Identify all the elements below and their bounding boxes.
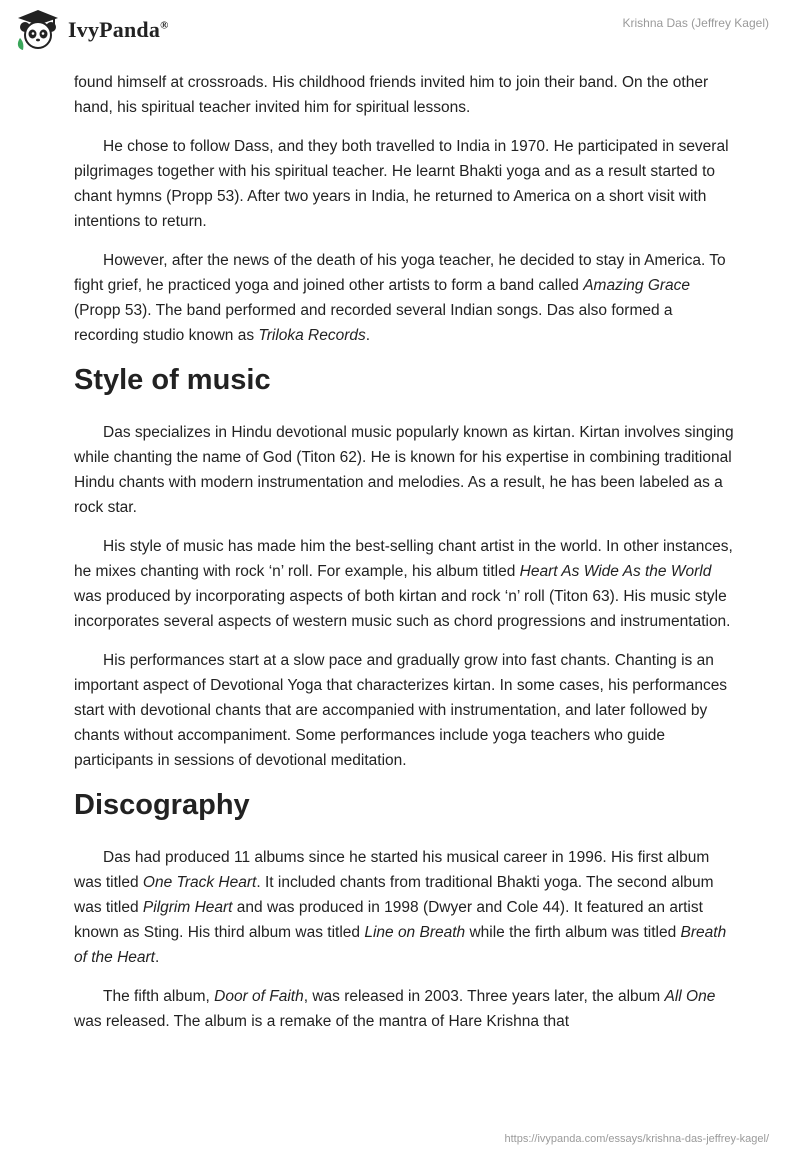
source-url[interactable]: https://ivypanda.com/essays/krishna-das-jeffrey-kagel/ bbox=[504, 1133, 769, 1145]
section-heading: Style of music bbox=[74, 364, 271, 396]
paragraph: Das had produced 11 albums since he started his musical career in 1996. His first album was titled One Track Heart. It included chants from traditional Bhakti yoga. The second album was titled Pilgrim Heart and was produced in 1998 (Dwyer and Cole 44). It featured an artist known as Sting. His third album was titled Line on Breath while the firth album was titled Breath of the Heart. bbox=[74, 849, 727, 966]
paragraph: The fifth album, Door of Faith, was released in 2003. Three years later, the album All One was released. The album is a remake of the mantra of Hare Krishna that bbox=[74, 988, 716, 1030]
paragraph: Das specializes in Hindu devotional music popularly known as kirtan. Kirtan involves singing while chanting the name of God (Titon 62). He is known for his expertise in combining traditional Hindu chants with modern instrumentation and melodies. As a result, he has been labeled as a rock star. bbox=[74, 424, 734, 516]
panda-logo-icon bbox=[14, 8, 62, 52]
page-header bbox=[0, 0, 800, 70]
essay-content bbox=[74, 70, 734, 1048]
brand-name: IvyPanda® bbox=[68, 17, 169, 42]
document-title: Krishna Das (Jeffrey Kagel) bbox=[622, 16, 769, 30]
paragraph: His performances start at a slow pace and gradually grow into fast chants. Chanting is an important aspect of Devotional Yoga that characterizes kirtan. In some cases, his performances start with devotional chants that are accompanied with instrumentation, and later followed by chants without accompaniment. Some performances include yoga teachers who guide participants in sessions of devotional meditation. bbox=[74, 652, 728, 769]
paragraph: found himself at crossroads. His childhood friends invited him to join their band. On the other hand, his spiritual teacher invited him for spiritual lessons. bbox=[74, 74, 709, 116]
paragraph: He chose to follow Dass, and they both travelled to India in 1970. He participated in several pilgrimages together with his spiritual teacher. He learnt Bhakti yoga and as a result started to chant hymns (Propp 53). After two years in India, he returned to America on a short visit with intentions to return. bbox=[74, 138, 729, 230]
paragraph: His style of music has made him the best-selling chant artist in the world. In other instances, he mixes chanting with rock ‘n’ roll. For example, his album titled Heart As Wide As the World was produced by incorporating aspects of both kirtan and rock ‘n’ roll (Titon 63). His music style incorporates several aspects of western music such as chord progressions and instrumentation. bbox=[74, 538, 733, 630]
section-heading: Discography bbox=[74, 789, 250, 821]
paragraph: However, after the news of the death of his yoga teacher, he decided to stay in America. To fight grief, he practiced yoga and joined other artists to form a band called Amazing Grace (Propp 53). The band performed and recorded several Indian songs. Das also formed a recording studio known as Triloka Records. bbox=[74, 252, 726, 344]
ivypanda-logo[interactable] bbox=[14, 8, 169, 52]
